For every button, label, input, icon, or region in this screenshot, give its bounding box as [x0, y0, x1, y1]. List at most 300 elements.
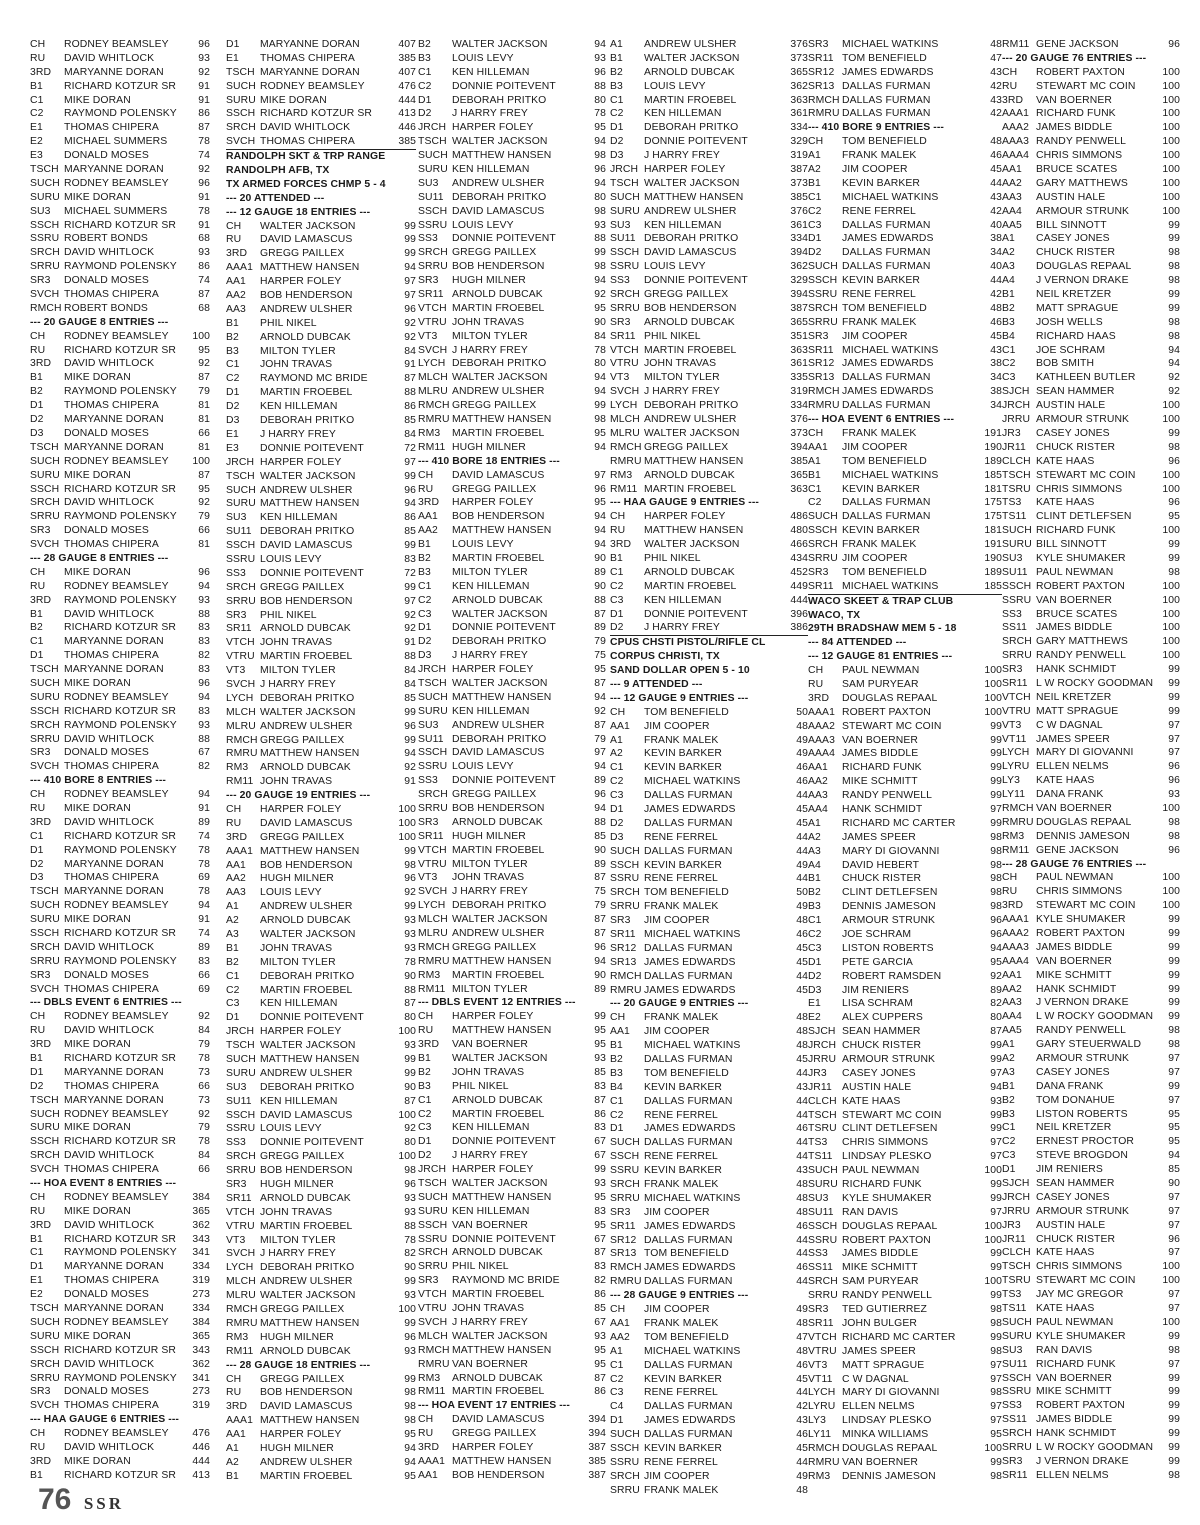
class-code: SS11 [1002, 1414, 1028, 1426]
class-code: A4 [808, 859, 821, 871]
score: 98 [594, 205, 606, 217]
score: 93 [594, 1178, 606, 1190]
shooter-name: BOB HENDERSON [260, 1165, 353, 1177]
result-row [226, 497, 416, 511]
shooter-name: GREGG PAILLEX [452, 483, 537, 495]
class-code: SSCH [610, 1442, 640, 1454]
result-row [226, 636, 416, 650]
score: 82 [594, 1275, 606, 1287]
class-code: SSCH [226, 1109, 256, 1121]
score: 49 [796, 1470, 808, 1482]
shooter-name: LOUIS LEVY [260, 553, 322, 565]
result-row [418, 983, 606, 997]
shooter-name: JOHN TRAVAS [260, 1206, 333, 1218]
shooter-name: ROBERT RAMSDEN [842, 970, 942, 982]
shooter-name: KATE HAAS [842, 1095, 901, 1107]
class-code: RMCH [808, 94, 840, 106]
shooter-name: DALLAS FURMAN [842, 80, 931, 92]
result-row [30, 816, 210, 830]
score: 44 [796, 1137, 808, 1149]
class-code: SJCH [1002, 1178, 1030, 1190]
result-row [418, 1385, 606, 1399]
result-row [30, 94, 210, 108]
result-row [1002, 538, 1180, 552]
class-code: 3RD [30, 594, 52, 606]
shooter-name: BOB HENDERSON [452, 802, 545, 814]
class-code: RMCH [30, 302, 62, 314]
shooter-name: DAVID WHITLOCK [64, 247, 155, 259]
result-row [808, 678, 1002, 692]
result-row [418, 649, 606, 663]
class-code: VTRU [808, 1345, 837, 1357]
class-code: D1 [30, 1066, 44, 1078]
class-code: D1 [808, 956, 822, 968]
result-row [610, 357, 808, 371]
score: 98 [1168, 330, 1180, 342]
shooter-name: NEIL KRETZER [1036, 1122, 1112, 1134]
result-row [418, 1024, 606, 1038]
class-code: B2 [610, 1054, 623, 1066]
score: 49 [796, 1304, 808, 1316]
class-code: SR3 [808, 39, 829, 50]
score: 94 [594, 511, 606, 523]
score: 82 [404, 1248, 416, 1260]
class-code: SR3 [30, 1386, 51, 1398]
score: 88 [404, 651, 416, 663]
result-row [226, 1220, 416, 1234]
shooter-name: KEN HILLEMAN [452, 164, 530, 176]
shooter-name: MARYANNE DORAN [260, 39, 360, 50]
result-row [1002, 344, 1180, 358]
score: 91 [404, 776, 416, 788]
result-row [226, 66, 416, 80]
result-row [226, 414, 416, 428]
result-row [30, 1330, 210, 1344]
shooter-name: HARPER FOLEY [644, 164, 726, 176]
score: 98 [1168, 261, 1180, 273]
score: 96 [594, 164, 606, 176]
result-row [1002, 38, 1180, 52]
score: 334 [790, 122, 808, 134]
score: 99 [1168, 705, 1180, 717]
result-row [610, 706, 808, 720]
result-row [418, 1177, 606, 1191]
score: 97 [1168, 1053, 1180, 1065]
score: 94 [404, 748, 416, 760]
result-row [30, 885, 210, 899]
class-code: RMRU [418, 414, 450, 426]
result-row [30, 830, 210, 844]
result-row [226, 970, 416, 984]
shooter-name: DALLAS FURMAN [644, 1137, 733, 1149]
shooter-name: MARTIN FROEBEL [452, 1108, 545, 1120]
class-code: SR11 [610, 330, 636, 342]
score: 97 [1168, 1358, 1180, 1370]
shooter-name: LISA SCHRAM [842, 998, 913, 1010]
class-code: TS3 [1002, 497, 1022, 509]
shooter-name: DAVID HEBERT [842, 859, 920, 871]
shooter-name: DALLAS FURMAN [644, 1359, 733, 1371]
shooter-name: MICHAEL WATKINS [644, 776, 741, 788]
shooter-name: MATTHEW HANSEN [260, 498, 360, 510]
shooter-name: STEWART MC COIN [1036, 80, 1136, 92]
class-code: LY11 [1002, 789, 1026, 801]
result-row [1002, 830, 1180, 844]
shooter-name: RENE FERREL [842, 289, 916, 301]
class-code: SURU [226, 94, 256, 106]
result-row [30, 788, 210, 802]
result-row [418, 260, 606, 274]
class-code: SSRU [418, 761, 448, 773]
shooter-name: JIM COOPER [644, 720, 710, 732]
class-code: SS3 [1002, 608, 1022, 620]
shooter-name: MATT SPRAGUE [842, 1359, 925, 1371]
score: 83 [404, 553, 416, 565]
class-code: 3RD [418, 1441, 440, 1453]
event-header [808, 413, 1002, 427]
shooter-name: VAN BOERNER [1036, 802, 1112, 814]
score: 100 [192, 455, 210, 467]
result-row [226, 261, 416, 275]
shooter-name: MATTHEW HANSEN [452, 414, 552, 426]
class-code: SRCH [808, 302, 838, 314]
shooter-name: WALTER JACKSON [452, 136, 548, 148]
result-row [1002, 1149, 1180, 1163]
shooter-name: THOMAS CHIPERA [64, 1275, 159, 1287]
result-row [610, 900, 808, 914]
result-row [808, 510, 1002, 524]
class-code: TSCH [226, 66, 255, 78]
shooter-name: J HARRY FREY [644, 622, 720, 634]
shooter-name: GARY MATTHEWS [1036, 636, 1128, 648]
score: 100 [1162, 177, 1180, 189]
result-row [30, 38, 210, 52]
class-code: SVCH [30, 1400, 60, 1412]
shooter-name: J HARRY FREY [644, 150, 720, 162]
score: 88 [404, 984, 416, 996]
shooter-name: AUSTIN HALE [1036, 400, 1106, 412]
class-code: SR11 [808, 344, 834, 356]
shooter-name: HARPER FOLEY [260, 1429, 342, 1441]
result-row [1002, 177, 1180, 191]
score: 93 [404, 929, 416, 940]
class-code: LYCH [1002, 747, 1030, 759]
score: 45 [796, 956, 808, 968]
shooter-name: AUSTIN HALE [842, 1081, 912, 1093]
result-row [226, 539, 416, 553]
result-row [418, 1010, 606, 1024]
class-code: SRCH [30, 941, 60, 953]
shooter-name: RICHARD FUNK [1036, 525, 1116, 537]
score: 91 [198, 914, 210, 926]
result-row [808, 1220, 1002, 1234]
score: 92 [404, 1123, 416, 1135]
score: 341 [192, 1372, 210, 1384]
event-header [610, 678, 808, 692]
shooter-name: DEBORAH PRITKO [260, 1081, 355, 1093]
class-code: A1 [226, 1442, 239, 1454]
class-code: C2 [226, 984, 240, 996]
class-code: SRCH [30, 247, 60, 259]
shooter-name: J VERNON DRAKE [1036, 275, 1129, 287]
score: 92 [594, 289, 606, 301]
result-row [610, 94, 808, 108]
class-code: B3 [418, 52, 431, 64]
shooter-name: DONNIE POITEVENT [260, 442, 364, 454]
score: 99 [1168, 1428, 1180, 1440]
shooter-name: MATT SPRAGUE [1036, 705, 1119, 717]
result-row [226, 38, 416, 52]
result-row [418, 1469, 606, 1483]
result-row [808, 1039, 1002, 1053]
shooter-name: DONNIE POITEVENT [452, 622, 556, 634]
shooter-name: KEVIN BARKER [644, 762, 722, 774]
shooter-name: THOMAS CHIPERA [64, 872, 159, 884]
class-code: C2 [808, 929, 822, 940]
result-row [1002, 66, 1180, 80]
score: 94 [594, 761, 606, 773]
shooter-name: ANDREW ULSHER [644, 414, 737, 426]
shooter-name: TOM BENEFIELD [644, 1067, 729, 1079]
score: 100 [1162, 525, 1180, 537]
shooter-name: KYLE SHUMAKER [1036, 552, 1126, 564]
class-code: SRRU [418, 1261, 448, 1273]
class-code: AA4 [808, 803, 828, 815]
shooter-name: JOHN TRAVAS [452, 872, 525, 884]
result-row [1002, 1455, 1180, 1469]
result-row [30, 302, 210, 316]
result-row [610, 859, 808, 873]
class-code: RM3 [1002, 830, 1025, 842]
shooter-name: DAVID WHITLOCK [64, 1441, 155, 1453]
score: 100 [398, 1304, 416, 1316]
class-code: AA1 [1002, 969, 1022, 981]
class-code: C1 [1002, 344, 1016, 356]
result-row [418, 594, 606, 608]
result-row [30, 663, 210, 677]
shooter-name: JIM COOPER [842, 552, 908, 564]
class-code: D3 [610, 831, 624, 843]
score: 85 [594, 1066, 606, 1078]
class-code: RM11 [1002, 844, 1030, 856]
class-code: JRRU [1002, 1205, 1031, 1217]
score: 97 [594, 469, 606, 481]
shooter-name: LINDSAY PLESKO [842, 1415, 932, 1427]
class-code: LYCH [418, 900, 446, 912]
class-code: TS11 [1002, 511, 1027, 523]
event-header [226, 164, 416, 178]
class-code: B1 [30, 372, 43, 384]
header-text: --- 20 GAUGE 76 ENTRIES --- [1002, 52, 1147, 64]
class-code: SSRU [226, 1123, 256, 1135]
result-row [418, 1205, 606, 1219]
class-code: SS3 [418, 775, 438, 787]
result-row [1002, 1413, 1180, 1427]
shooter-name: AUSTIN HALE [1036, 1219, 1106, 1231]
class-code: SU11 [418, 191, 444, 203]
score: 99 [1168, 914, 1180, 926]
score: 90 [1168, 1178, 1180, 1190]
score: 93 [198, 247, 210, 259]
class-code: D1 [30, 1261, 44, 1273]
result-row [808, 803, 1002, 817]
result-row [808, 1331, 1002, 1345]
shooter-name: MIKE SCHMITT [842, 1262, 918, 1274]
shooter-name: GREGG PAILLEX [644, 441, 729, 453]
shooter-name: ANDREW ULSHER [644, 39, 737, 50]
shooter-name: JAMES BIDDLE [1036, 122, 1113, 134]
result-row [610, 1470, 808, 1484]
class-code: TSCH [30, 164, 59, 176]
class-code: VT3 [418, 872, 438, 884]
class-code: AA1 [418, 1469, 438, 1481]
result-row [808, 357, 1002, 371]
score: 191 [984, 539, 1002, 551]
result-row [610, 984, 808, 998]
shooter-name: BOB HENDERSON [260, 290, 353, 302]
shooter-name: DONNIE POITEVENT [644, 608, 748, 620]
score: 361 [790, 219, 808, 231]
result-row [610, 302, 808, 316]
class-code: SS3 [226, 1137, 246, 1149]
result-row [808, 1275, 1002, 1289]
result-row [418, 66, 606, 80]
score: 99 [1168, 1330, 1180, 1342]
score: 100 [984, 665, 1002, 677]
class-code: E1 [226, 52, 239, 64]
shooter-name: KEVIN BARKER [644, 1442, 722, 1454]
shooter-name: DEBORAH PRITKO [452, 94, 547, 106]
score: 97 [404, 456, 416, 468]
class-code: AAA4 [808, 748, 835, 760]
score: 87 [594, 1372, 606, 1384]
shooter-name: ARNOLD DUBCAK [644, 316, 735, 328]
class-code: AAA1 [226, 845, 253, 857]
class-code: SSCH [610, 1151, 640, 1163]
class-code: RU [418, 1025, 434, 1037]
header-text: --- HOA EVENT 8 ENTRIES --- [30, 1178, 177, 1190]
score: 96 [198, 677, 210, 689]
class-code: AA1 [1002, 164, 1022, 176]
class-code: C1 [1002, 1122, 1016, 1134]
shooter-name: GREGG PAILLEX [452, 247, 537, 259]
class-code: C1 [610, 1095, 624, 1107]
shooter-name: RODNEY BEAMSLEY [64, 455, 169, 467]
score: 81 [198, 400, 210, 412]
shooter-name: DALLAS FURMAN [644, 1276, 733, 1288]
shooter-name: DONNIE POITEVENT [452, 1136, 556, 1148]
shooter-name: STEWART MC COIN [1036, 1275, 1136, 1287]
shooter-name: MARTIN FROEBEL [260, 1220, 353, 1232]
score: 89 [594, 622, 606, 634]
shooter-name: ROBERT PAXTON [1036, 1400, 1125, 1412]
class-code: C2 [610, 108, 624, 120]
shooter-name: MICHAEL WATKINS [842, 344, 939, 356]
class-code: SRRU [808, 1290, 838, 1302]
result-row [418, 302, 606, 316]
class-code: CH [226, 220, 242, 232]
result-row [610, 1220, 808, 1234]
shooter-name: RAYMOND POLENSKY [64, 719, 177, 731]
score: 94 [594, 372, 606, 384]
score: 50 [796, 706, 808, 718]
score: 88 [594, 816, 606, 828]
event-header [808, 609, 1002, 623]
class-code: C3 [1002, 1150, 1016, 1162]
score: 190 [984, 552, 1002, 564]
result-row [30, 566, 210, 580]
score: 396 [790, 608, 808, 620]
shooter-name: ARMOUR STRUNK [1036, 205, 1130, 217]
shooter-name: DAVID WHITLOCK [64, 1219, 155, 1231]
shooter-name: MARYANNE DORAN [64, 441, 164, 453]
class-code: SR3 [30, 275, 51, 287]
shooter-name: MARYANNE DORAN [64, 664, 164, 676]
result-row [1002, 844, 1180, 858]
score: 75 [594, 650, 606, 662]
shooter-name: FRANK MALEK [842, 427, 917, 439]
class-code: 3RD [418, 497, 440, 509]
score: 46 [990, 316, 1002, 328]
result-row [226, 1289, 416, 1303]
score: 99 [1168, 427, 1180, 439]
result-row [226, 386, 416, 400]
class-code: SRCH [226, 122, 256, 134]
score: 90 [594, 580, 606, 592]
score: 94 [594, 136, 606, 148]
result-row [226, 817, 416, 831]
result-row [418, 913, 606, 927]
shooter-name: DONALD MOSES [64, 969, 149, 981]
result-row [226, 734, 416, 748]
shooter-name: MATTHEW HANSEN [260, 1054, 360, 1066]
shooter-name: LOUIS LEVY [452, 539, 514, 551]
class-code: E3 [30, 150, 43, 162]
score: 97 [990, 1401, 1002, 1413]
class-code: AA1 [610, 1317, 630, 1329]
class-code: SUCH [226, 80, 256, 92]
result-row [418, 1413, 606, 1427]
shooter-name: KEN HILLEMAN [644, 219, 722, 231]
score: 87 [594, 677, 606, 689]
score: 86 [198, 261, 210, 273]
score: 83 [198, 636, 210, 648]
shooter-name: CHRIS SIMMONS [1036, 150, 1123, 162]
event-header [30, 996, 210, 1010]
score: 97 [990, 1206, 1002, 1218]
class-code: B1 [610, 52, 623, 64]
class-code: C1 [226, 359, 240, 371]
class-code: SUCH [30, 1316, 60, 1328]
score: 449 [790, 580, 808, 592]
score: 329 [790, 275, 808, 287]
result-row [1002, 371, 1180, 385]
score: 73 [198, 1094, 210, 1106]
result-row [610, 52, 808, 66]
result-row [226, 1164, 416, 1178]
shooter-name: DAVID LAMASCUS [260, 540, 353, 552]
score: 99 [990, 1290, 1002, 1302]
class-code: SUCH [30, 455, 60, 467]
class-code: E1 [30, 122, 43, 134]
class-code: AAA4 [1002, 955, 1029, 967]
score: 91 [198, 802, 210, 814]
class-code: SUCH [30, 177, 60, 189]
score: 96 [594, 789, 606, 801]
result-row [808, 1136, 1002, 1150]
score: 93 [594, 219, 606, 231]
score: 387 [790, 302, 808, 314]
